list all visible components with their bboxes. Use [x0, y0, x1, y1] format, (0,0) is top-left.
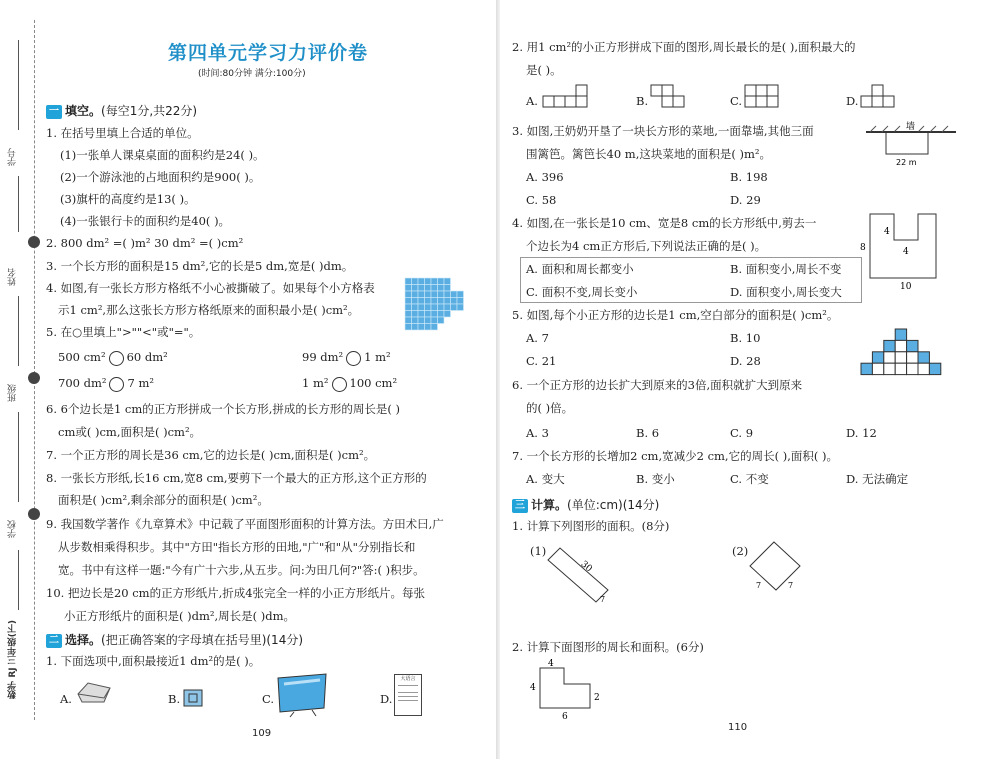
- calc-1-label-1: (1): [530, 544, 547, 558]
- name-label: 姓名: [8, 268, 18, 286]
- binding-strip: [0, 0, 36, 759]
- staircase-figure: [860, 328, 952, 380]
- binding-hole: [28, 372, 40, 384]
- choice-2-option-d: D.: [846, 94, 859, 108]
- question-6-line2: cm或( )cm,面积是( )cm²。: [58, 425, 202, 439]
- choice-1-option-a: A.: [60, 692, 72, 706]
- svg-text:4: 4: [903, 247, 909, 257]
- choice-3-line1: 3. 如图,王奶奶开垦了一块长方形的菜地,一面靠墙,其他三面: [512, 124, 814, 138]
- eraser-image: [76, 680, 112, 706]
- question-10-line2: 小正方形纸片的面积是( )dm²,周长是( )dm。: [64, 609, 296, 623]
- svg-text:2: 2: [594, 693, 600, 703]
- question-1-2: (2)一个游泳池的占地面积约是900( )。: [60, 170, 261, 184]
- compare-3: 700 dm² 7 m²: [58, 376, 154, 390]
- write-line: [18, 412, 19, 502]
- question-9-line3: 宽。书中有这样一题:"今有广十六步,从五步。问:为田几何?"答:( )积步。: [58, 563, 425, 577]
- time-score-note: (时间:80分钟 满分:100分): [198, 69, 306, 79]
- calc-1-label-2: (2): [732, 544, 749, 558]
- choice-7-option-b: B. 变小: [636, 472, 675, 486]
- choice-2-option-b: B.: [636, 94, 649, 108]
- choice-5: 5. 如图,每个小正方形的边长是1 cm,空白部分的面积是( )cm²。: [512, 308, 839, 322]
- write-line: [18, 550, 19, 610]
- question-4-line1: 4. 如图,有一张长方形方格纸不小心被撕破了。如果每个小方格表: [46, 281, 375, 295]
- right-page: [500, 0, 1000, 759]
- calc-1: 1. 计算下列图形的面积。(8分): [512, 519, 670, 533]
- page-title: 第四单元学习力评价卷: [168, 42, 369, 64]
- svg-text:4: 4: [884, 227, 890, 237]
- section-fill-blank: 一 填空。(每空1分,共22分): [46, 102, 197, 119]
- question-5: 5. 在○里填上">""<"或"="。: [46, 325, 201, 339]
- choice-6-line1: 6. 一个正方形的边长扩大到原来的3倍,面积就扩大到原来: [512, 378, 803, 392]
- section-choice: 二 选择。(把正确答案的字母填在括号里)(14分): [46, 631, 303, 648]
- binding-hole: [28, 508, 40, 520]
- class-label: 班级: [8, 384, 18, 402]
- choice-5-option-d: D. 28: [730, 354, 761, 368]
- binding-hole: [28, 236, 40, 248]
- choice-6-line2: 的( )倍。: [526, 401, 574, 415]
- choice-2-line1: 2. 用1 cm²的小正方形拼成下面的图形,周长最长的是( ),面积最大的: [512, 40, 856, 54]
- torn-grid-figure: [405, 278, 475, 334]
- question-7: 7. 一个正方形的周长是36 cm,它的边长是( )cm,面积是( )cm²。: [46, 448, 376, 462]
- svg-text:7: 7: [600, 595, 606, 604]
- shape-c: [744, 84, 792, 110]
- shape-b: [650, 84, 698, 110]
- l-shape-figure: [526, 660, 606, 720]
- question-3: 3. 一个长方形的面积是15 dm²,它的长是5 dm,宽是( )dm。: [46, 259, 354, 273]
- choice-1-option-b: B.: [168, 692, 181, 706]
- choice-7-option-d: D. 无法确定: [846, 472, 909, 486]
- question-9-line1: 9. 我国数学著作《九章算术》中记载了平面图形面积的计算方法。方田术曰,广: [46, 517, 444, 531]
- choice-3-option-d: D. 29: [730, 193, 761, 207]
- question-8-line2: 面积是( )cm²,剩余部分的面积是( )cm²。: [58, 493, 269, 507]
- shape-a: [542, 84, 600, 110]
- school-label: 学校: [8, 520, 18, 538]
- wall-length: 22 m: [896, 158, 917, 167]
- compare-1: 500 cm² 60 dm²: [58, 350, 168, 364]
- choice-5-option-c: C. 21: [526, 354, 557, 368]
- question-4-line2: 示1 cm²,那么这张长方形方格纸原来的面积最小是( )cm²。: [58, 303, 360, 317]
- write-line: [18, 40, 19, 130]
- write-line: [18, 176, 19, 232]
- choice-4-option-a: A. 面积和周长都变小: [526, 262, 634, 276]
- choice-1: 1. 下面选项中,面积最接近1 dm²的是( )。: [46, 654, 261, 668]
- choice-7-option-a: A. 变大: [526, 472, 565, 486]
- svg-text:7: 7: [788, 581, 794, 590]
- choice-6-option-d: D. 12: [846, 426, 877, 440]
- question-1-1: (1)一张单人课桌桌面的面积约是24( )。: [60, 148, 265, 162]
- choice-1-option-d: D.: [380, 692, 393, 706]
- question-1: 1. 在括号里填上合适的单位。: [46, 126, 199, 140]
- choice-2-line2: 是( )。: [526, 63, 562, 77]
- write-line: [18, 296, 19, 366]
- choice-3-option-b: B. 198: [730, 170, 768, 184]
- cut-rectangle-figure: [860, 212, 940, 292]
- shape-d: [860, 84, 908, 110]
- choice-5-option-a: A. 7: [526, 331, 549, 345]
- left-page: [0, 0, 496, 759]
- section-calculate: 三 计算。(单位:cm)(14分): [512, 496, 659, 513]
- choice-4-option-b: B. 面积变小,周长不变: [730, 262, 842, 276]
- svg-text:10: 10: [900, 282, 912, 292]
- choice-2-option-a: A.: [526, 94, 538, 108]
- svg-text:30: 30: [578, 559, 594, 575]
- student-id-label: 学号: [8, 148, 18, 166]
- garden-wall-figure: [866, 120, 956, 170]
- choice-4-option-c: C. 面积不变,周长变小: [526, 285, 638, 299]
- question-10-line1: 10. 把边长是20 cm的正方形纸片,折成4张完全一样的小正方形纸片。每张: [46, 586, 426, 600]
- compare-4: 1 m² 100 cm²: [302, 376, 398, 390]
- question-2: 2. 800 dm² =( )m² 30 dm² =( )cm²: [46, 236, 244, 250]
- tv-image: [274, 672, 330, 718]
- choice-3-option-a: A. 396: [526, 170, 564, 184]
- svg-text:7: 7: [756, 581, 762, 590]
- paper-sheet-image: 大语言: [394, 674, 422, 716]
- svg-text:8: 8: [860, 243, 866, 253]
- svg-text:6: 6: [562, 712, 568, 722]
- choice-2-option-c: C.: [730, 94, 743, 108]
- stamp-image: [182, 688, 204, 708]
- question-1-3: (3)旗杆的高度约是13( )。: [60, 192, 196, 206]
- choice-3-option-c: C. 58: [526, 193, 557, 207]
- compare-2: 99 dm² 1 m²: [302, 350, 391, 364]
- choice-7-option-c: C. 不变: [730, 472, 769, 486]
- choice-7: 7. 一个长方形的长增加2 cm,宽减少2 cm,它的周长( ),面积( )。: [512, 449, 838, 463]
- choice-6-option-a: A. 3: [526, 426, 549, 440]
- question-8-line1: 8. 一张长方形纸,长16 cm,宽8 cm,要剪下一个最大的正方形,这个正方形的: [46, 471, 427, 485]
- choice-3-line2: 围篱笆。篱笆长40 m,这块菜地的面积是( )m²。: [526, 147, 771, 161]
- question-6-line1: 6. 6个边长是1 cm的正方形拼成一个长方形,拼成的长方形的周长是( ): [46, 402, 401, 416]
- page-number: 110: [728, 722, 748, 733]
- choice-5-option-b: B. 10: [730, 331, 761, 345]
- svg-text:4: 4: [530, 683, 536, 693]
- tilted-square-figure: [744, 540, 814, 600]
- calc-2: 2. 计算下面图形的周长和面积。(6分): [512, 640, 704, 654]
- question-1-4: (4)一张银行卡的面积约是40( )。: [60, 214, 231, 228]
- choice-4-option-d: D. 面积变小,周长变大: [730, 285, 842, 299]
- page-number: 109: [252, 728, 272, 739]
- tilted-rectangle-figure: [546, 546, 616, 606]
- choice-6-option-b: B. 6: [636, 426, 660, 440]
- wall-label: 墙: [906, 122, 916, 132]
- choice-4-line1: 4. 如图,在一张长是10 cm、宽是8 cm的长方形纸中,剪去一: [512, 216, 817, 230]
- choice-6-option-c: C. 9: [730, 426, 754, 440]
- svg-text:4: 4: [548, 659, 554, 669]
- cut-line: [34, 20, 35, 720]
- choice-1-option-c: C.: [262, 692, 275, 706]
- question-9-line2: 从步数相乘得积步。其中"方田"指长方形的田地,"广"和"从"分别指长和: [58, 540, 416, 554]
- choice-4-line2: 个边长为4 cm正方形后,下列说法正确的是( )。: [526, 239, 767, 253]
- subject-label: 数学 RJ 三年级(下): [8, 620, 18, 699]
